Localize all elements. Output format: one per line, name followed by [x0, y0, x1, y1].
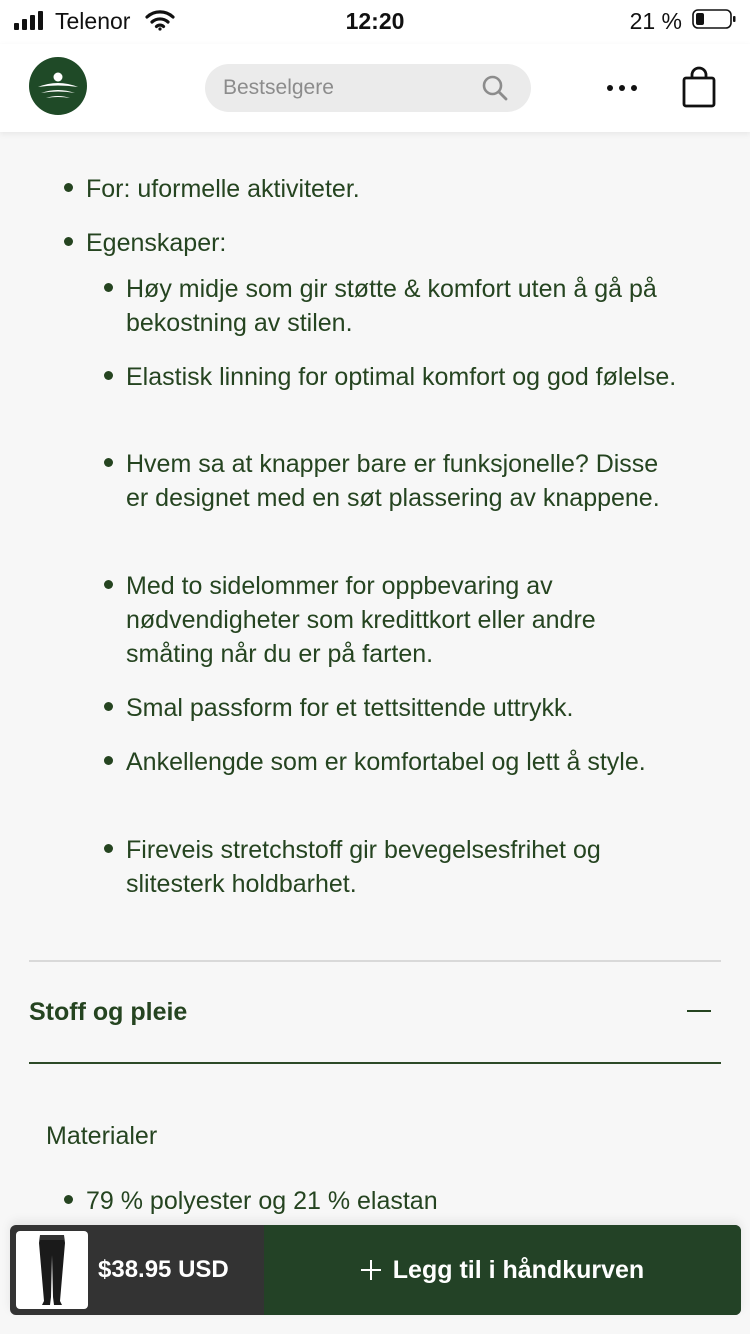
- brand-logo[interactable]: [29, 57, 87, 115]
- app-header: [0, 44, 750, 132]
- collapse-icon[interactable]: [687, 1010, 711, 1012]
- search-bar[interactable]: [205, 64, 531, 112]
- list-item: 79 % polyester og 21 % elastan: [64, 1184, 438, 1218]
- product-thumbnail: [16, 1231, 88, 1309]
- bullet-icon: [64, 1195, 73, 1204]
- list-item: Fireveis stretchstoff gir bevegelsesfrihet og slitesterk holdbarhet.: [104, 833, 684, 901]
- list-item: For: uformelle aktiviteter.: [64, 172, 360, 206]
- price-label: $38.95 USD: [98, 1256, 229, 1283]
- list-item: Hvem sa at knapper bare er funksjonelle? Disse er designet med en søt plassering av knappene.: [104, 447, 684, 515]
- bullet-icon: [104, 756, 113, 765]
- list-item: Smal passform for et tettsittende uttrykk.: [104, 691, 684, 725]
- bullet-icon: [104, 702, 113, 711]
- bullet-icon: [104, 580, 113, 589]
- list-item: Elastisk linning for optimal komfort og god følelse.: [104, 360, 684, 394]
- battery-icon: [692, 9, 736, 29]
- list-item: Med to sidelommer for oppbevaring av nødvendigheter som kredittkort eller andre småting når du er på farten.: [104, 569, 684, 671]
- search-input[interactable]: [223, 64, 473, 112]
- status-bar: [0, 0, 750, 44]
- shopping-bag-icon[interactable]: [681, 66, 717, 108]
- sticky-cart-bar: [10, 1225, 741, 1315]
- divider: [29, 1062, 721, 1064]
- bullet-icon: [64, 183, 73, 192]
- bullet-icon: [104, 283, 113, 292]
- carrier-name: Telenor: [55, 8, 131, 34]
- fabric-care-accordion[interactable]: [29, 994, 721, 1038]
- accordion-title: Stoff og pleie: [29, 998, 188, 1026]
- list-item: Høy midje som gir støtte & komfort uten å gå på bekostning av stilen.: [104, 272, 684, 340]
- list-item: Egenskaper:: [64, 226, 226, 260]
- add-to-cart-button[interactable]: [264, 1225, 741, 1315]
- clock: 12:20: [345, 8, 405, 34]
- divider: [29, 960, 721, 962]
- bullet-icon: [104, 458, 113, 467]
- add-to-cart-label: Legg til i håndkurven: [392, 1255, 645, 1284]
- materials-heading: Materialer: [46, 1122, 158, 1150]
- leggings-icon: [16, 1231, 88, 1309]
- search-icon[interactable]: [481, 74, 509, 102]
- list-item: Ankellengde som er komfortabel og lett å style.: [104, 745, 684, 779]
- plus-icon: [361, 1260, 381, 1280]
- battery-percentage: 21 %: [629, 8, 682, 34]
- bullet-icon: [64, 237, 73, 246]
- bullet-icon: [104, 844, 113, 853]
- more-menu-icon[interactable]: [600, 74, 644, 102]
- bullet-icon: [104, 371, 113, 380]
- brand-logo-icon: [29, 57, 87, 115]
